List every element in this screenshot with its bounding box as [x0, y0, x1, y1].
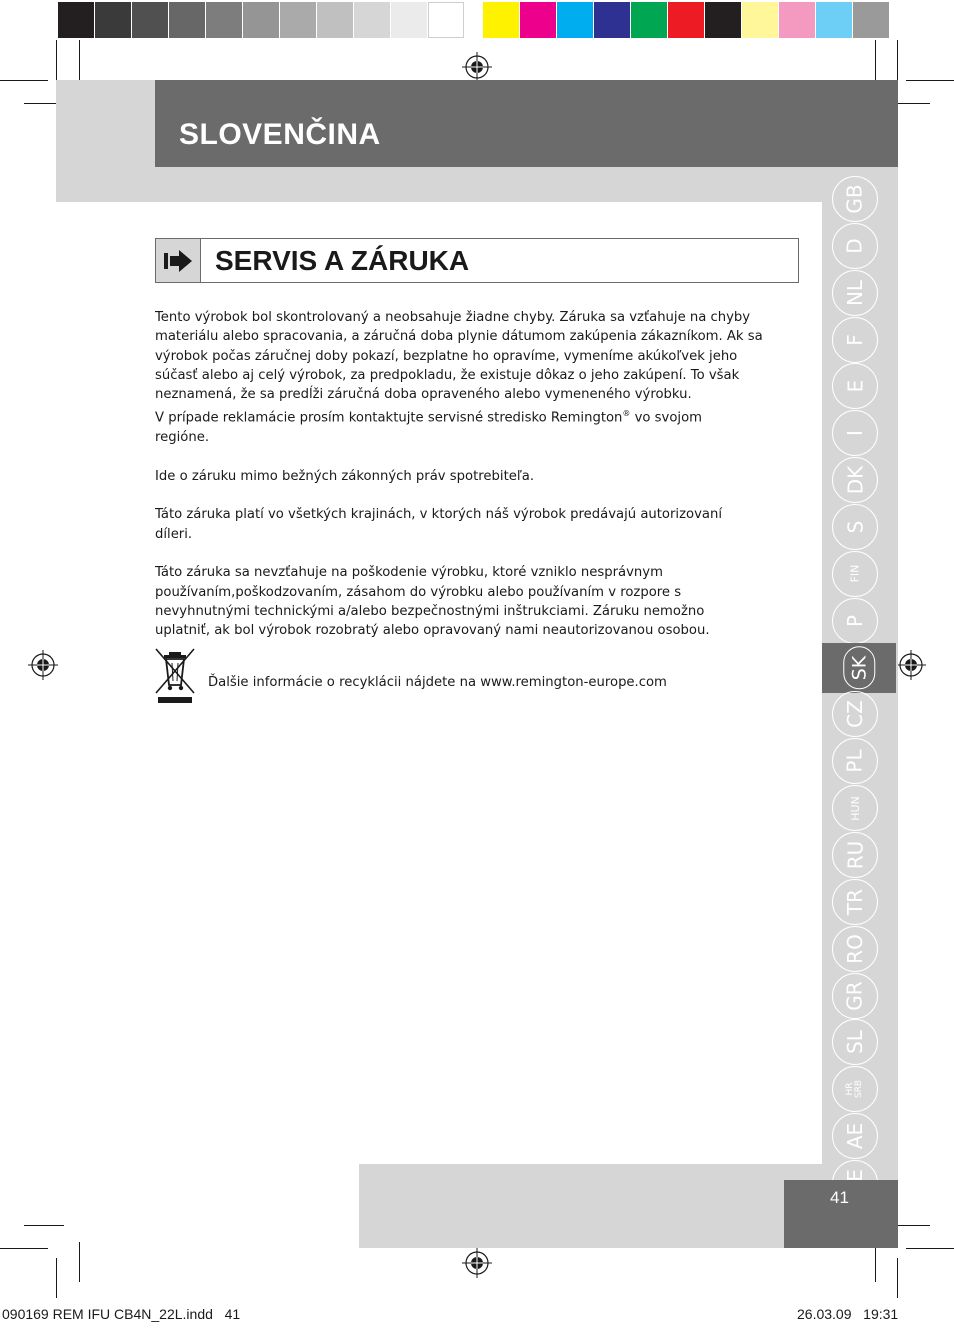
color-swatch: [132, 2, 168, 38]
paragraph-exclusions: [155, 563, 775, 640]
text-line: regióne.: [155, 430, 210, 446]
language-tab-pl[interactable]: [832, 738, 878, 784]
language-tab-ae[interactable]: [832, 1113, 878, 1159]
text-fragment: vo svojom: [630, 410, 703, 426]
footer-timestamp: 26.03.09 19:31: [797, 1306, 899, 1322]
registration-mark-icon: [462, 52, 492, 82]
language-tab-label: D: [843, 238, 867, 254]
text-line: Táto záruka sa nevzťahuje na poškodenie výrobku, ktoré vzniklo nesprávnym: [155, 565, 663, 581]
language-tab-label: I: [843, 430, 867, 437]
color-swatch: [95, 2, 131, 38]
language-tab-d[interactable]: [832, 223, 878, 269]
arrow-right-icon: [164, 250, 192, 272]
color-swatch: [354, 2, 390, 38]
crop-mark: [906, 80, 954, 81]
color-swatch: [853, 2, 889, 38]
language-tab-label: AE: [842, 1122, 867, 1150]
text-fragment: V prípade reklamácie prosím kontaktujte servisné stredisko Remington: [155, 410, 623, 426]
language-tab-f[interactable]: [832, 317, 878, 363]
text-line: Táto záruka platí vo všetkých krajinách, v ktorých náš výrobok predávajú autorizovaní: [155, 507, 722, 523]
registered-mark: ®: [622, 409, 631, 419]
language-tab-label: TR: [843, 888, 867, 915]
language-tab-label: HR SRB: [844, 1080, 864, 1099]
text-line: výrobok počas záručnej doby pokazí, bezplatne ho opravíme, vymeníme akúkoľvek jeho: [155, 348, 738, 364]
language-tab-label: RU: [842, 840, 867, 870]
language-title-band: [155, 80, 898, 167]
text-line: díleri.: [155, 526, 193, 542]
color-swatch: [557, 2, 593, 38]
page-number-box: [784, 1180, 898, 1248]
color-swatch: [391, 2, 427, 38]
language-tab-gr[interactable]: [832, 973, 878, 1019]
grayscale-color-bar: [58, 2, 465, 38]
crop-mark: [79, 1242, 80, 1282]
language-tab-ru[interactable]: [832, 832, 878, 878]
color-swatch: [520, 2, 556, 38]
color-swatch: [428, 2, 464, 38]
language-tab-label: SK: [843, 646, 875, 689]
text-line: neznamená, že sa predĺži záručná doba opraveného alebo vymeneného výrobku.: [155, 387, 692, 403]
color-swatch: [742, 2, 778, 38]
crop-mark: [56, 1258, 57, 1298]
language-tab-label: RO: [842, 933, 867, 964]
text-line: uplatniť, ak bol výrobok rozobratý alebo opravovaný nami neautorizovanou osobou.: [155, 623, 710, 639]
registration-mark-icon: [896, 650, 926, 680]
color-swatch: [280, 2, 316, 38]
page-number: 41: [830, 1188, 849, 1207]
language-tab-s[interactable]: [832, 504, 878, 550]
language-tab-label: PL: [842, 749, 867, 773]
language-tab-nl[interactable]: [832, 270, 878, 316]
language-tab-i[interactable]: [832, 410, 878, 456]
text-line: [155, 404, 775, 428]
language-tab-hr-srb[interactable]: [832, 1066, 878, 1112]
color-swatch: [816, 2, 852, 38]
text-line: nevyhnutnými technickými a/alebo bezpečnostnými inštrukciami. Záruku nemožno: [155, 603, 705, 619]
language-tab-label: DK: [842, 465, 867, 495]
color-swatch: [668, 2, 704, 38]
language-tab-label: GR: [843, 980, 867, 1011]
crop-mark: [56, 40, 57, 80]
crop-mark: [897, 40, 898, 80]
color-swatch: [483, 2, 519, 38]
warranty-text: [155, 308, 775, 640]
language-tab-fin[interactable]: [832, 551, 878, 597]
crossed-bin-icon: [154, 647, 196, 705]
text-line: súčasť alebo aj celý výrobok, za predpokladu, že existuje dôkaz o jeho zakúpení. To však: [155, 367, 740, 383]
language-tab-dk[interactable]: [832, 457, 878, 503]
section-header: [155, 238, 799, 283]
crop-mark: [24, 1225, 64, 1226]
language-tab-sk[interactable]: [822, 643, 896, 693]
language-tab-label: P: [843, 614, 867, 627]
section-title: SERVIS A ZÁRUKA: [215, 245, 470, 276]
crop-mark: [0, 80, 48, 81]
language-tab-p[interactable]: [832, 598, 878, 644]
language-tab-label: FIN: [848, 564, 862, 583]
language-tab-label: F: [842, 333, 867, 346]
language-tab-hun[interactable]: [832, 785, 878, 831]
paragraph-warranty-terms: [155, 308, 775, 447]
text-line: Tento výrobok bol skontrolovaný a neobsahuje žiadne chyby. Záruka sa vzťahuje na chyby: [155, 310, 751, 325]
language-tab-gb[interactable]: [832, 176, 878, 222]
color-swatch: [779, 2, 815, 38]
language-tab-tr[interactable]: [832, 879, 878, 925]
language-tab-ro[interactable]: [832, 926, 878, 972]
language-tab-label: SL: [843, 1030, 867, 1055]
color-swatch: [631, 2, 667, 38]
color-swatch: [705, 2, 741, 38]
section-arrow-box: [156, 239, 201, 282]
language-tab-label: HUN: [848, 795, 862, 821]
color-swatch: [206, 2, 242, 38]
footer-file-info: 090169 REM IFU CB4N_22L.indd 41: [2, 1306, 241, 1322]
registration-mark-icon: [462, 1248, 492, 1278]
language-tab-label: S: [842, 520, 867, 534]
color-swatch: [594, 2, 630, 38]
crop-mark: [897, 1258, 898, 1298]
paragraph-consumer-rights: Ide o záruku mimo bežných zákonných práv spotrebiteľa.: [155, 468, 535, 484]
language-tab-label: CZ: [842, 700, 867, 729]
process-color-bar: [483, 2, 890, 38]
color-swatch: [58, 2, 94, 38]
registration-mark-icon: [28, 650, 58, 680]
crop-mark: [0, 1248, 48, 1249]
recycling-info: Ďalšie informácie o recyklácii nájdete na www.remington-europe.com: [208, 675, 667, 690]
text-line: materiálu alebo spracovania, a záručná doba plynie dátumom zakúpenia zákazníkom. Ak sa: [155, 329, 763, 345]
language-tab-label: GB: [843, 184, 867, 214]
language-tab-label: E: [842, 380, 867, 393]
crop-mark: [906, 1248, 954, 1249]
color-swatch: [317, 2, 353, 38]
color-swatch: [169, 2, 205, 38]
language-tab-label: NL: [842, 279, 867, 306]
text-line: používaním,poškodzovaním, zásahom do výrobku alebo používaním v rozpore s: [155, 584, 682, 600]
color-swatch: [243, 2, 279, 38]
paragraph-countries: [155, 505, 775, 544]
page-title: SLOVENČINA: [179, 117, 381, 151]
crop-mark: [875, 1242, 876, 1282]
